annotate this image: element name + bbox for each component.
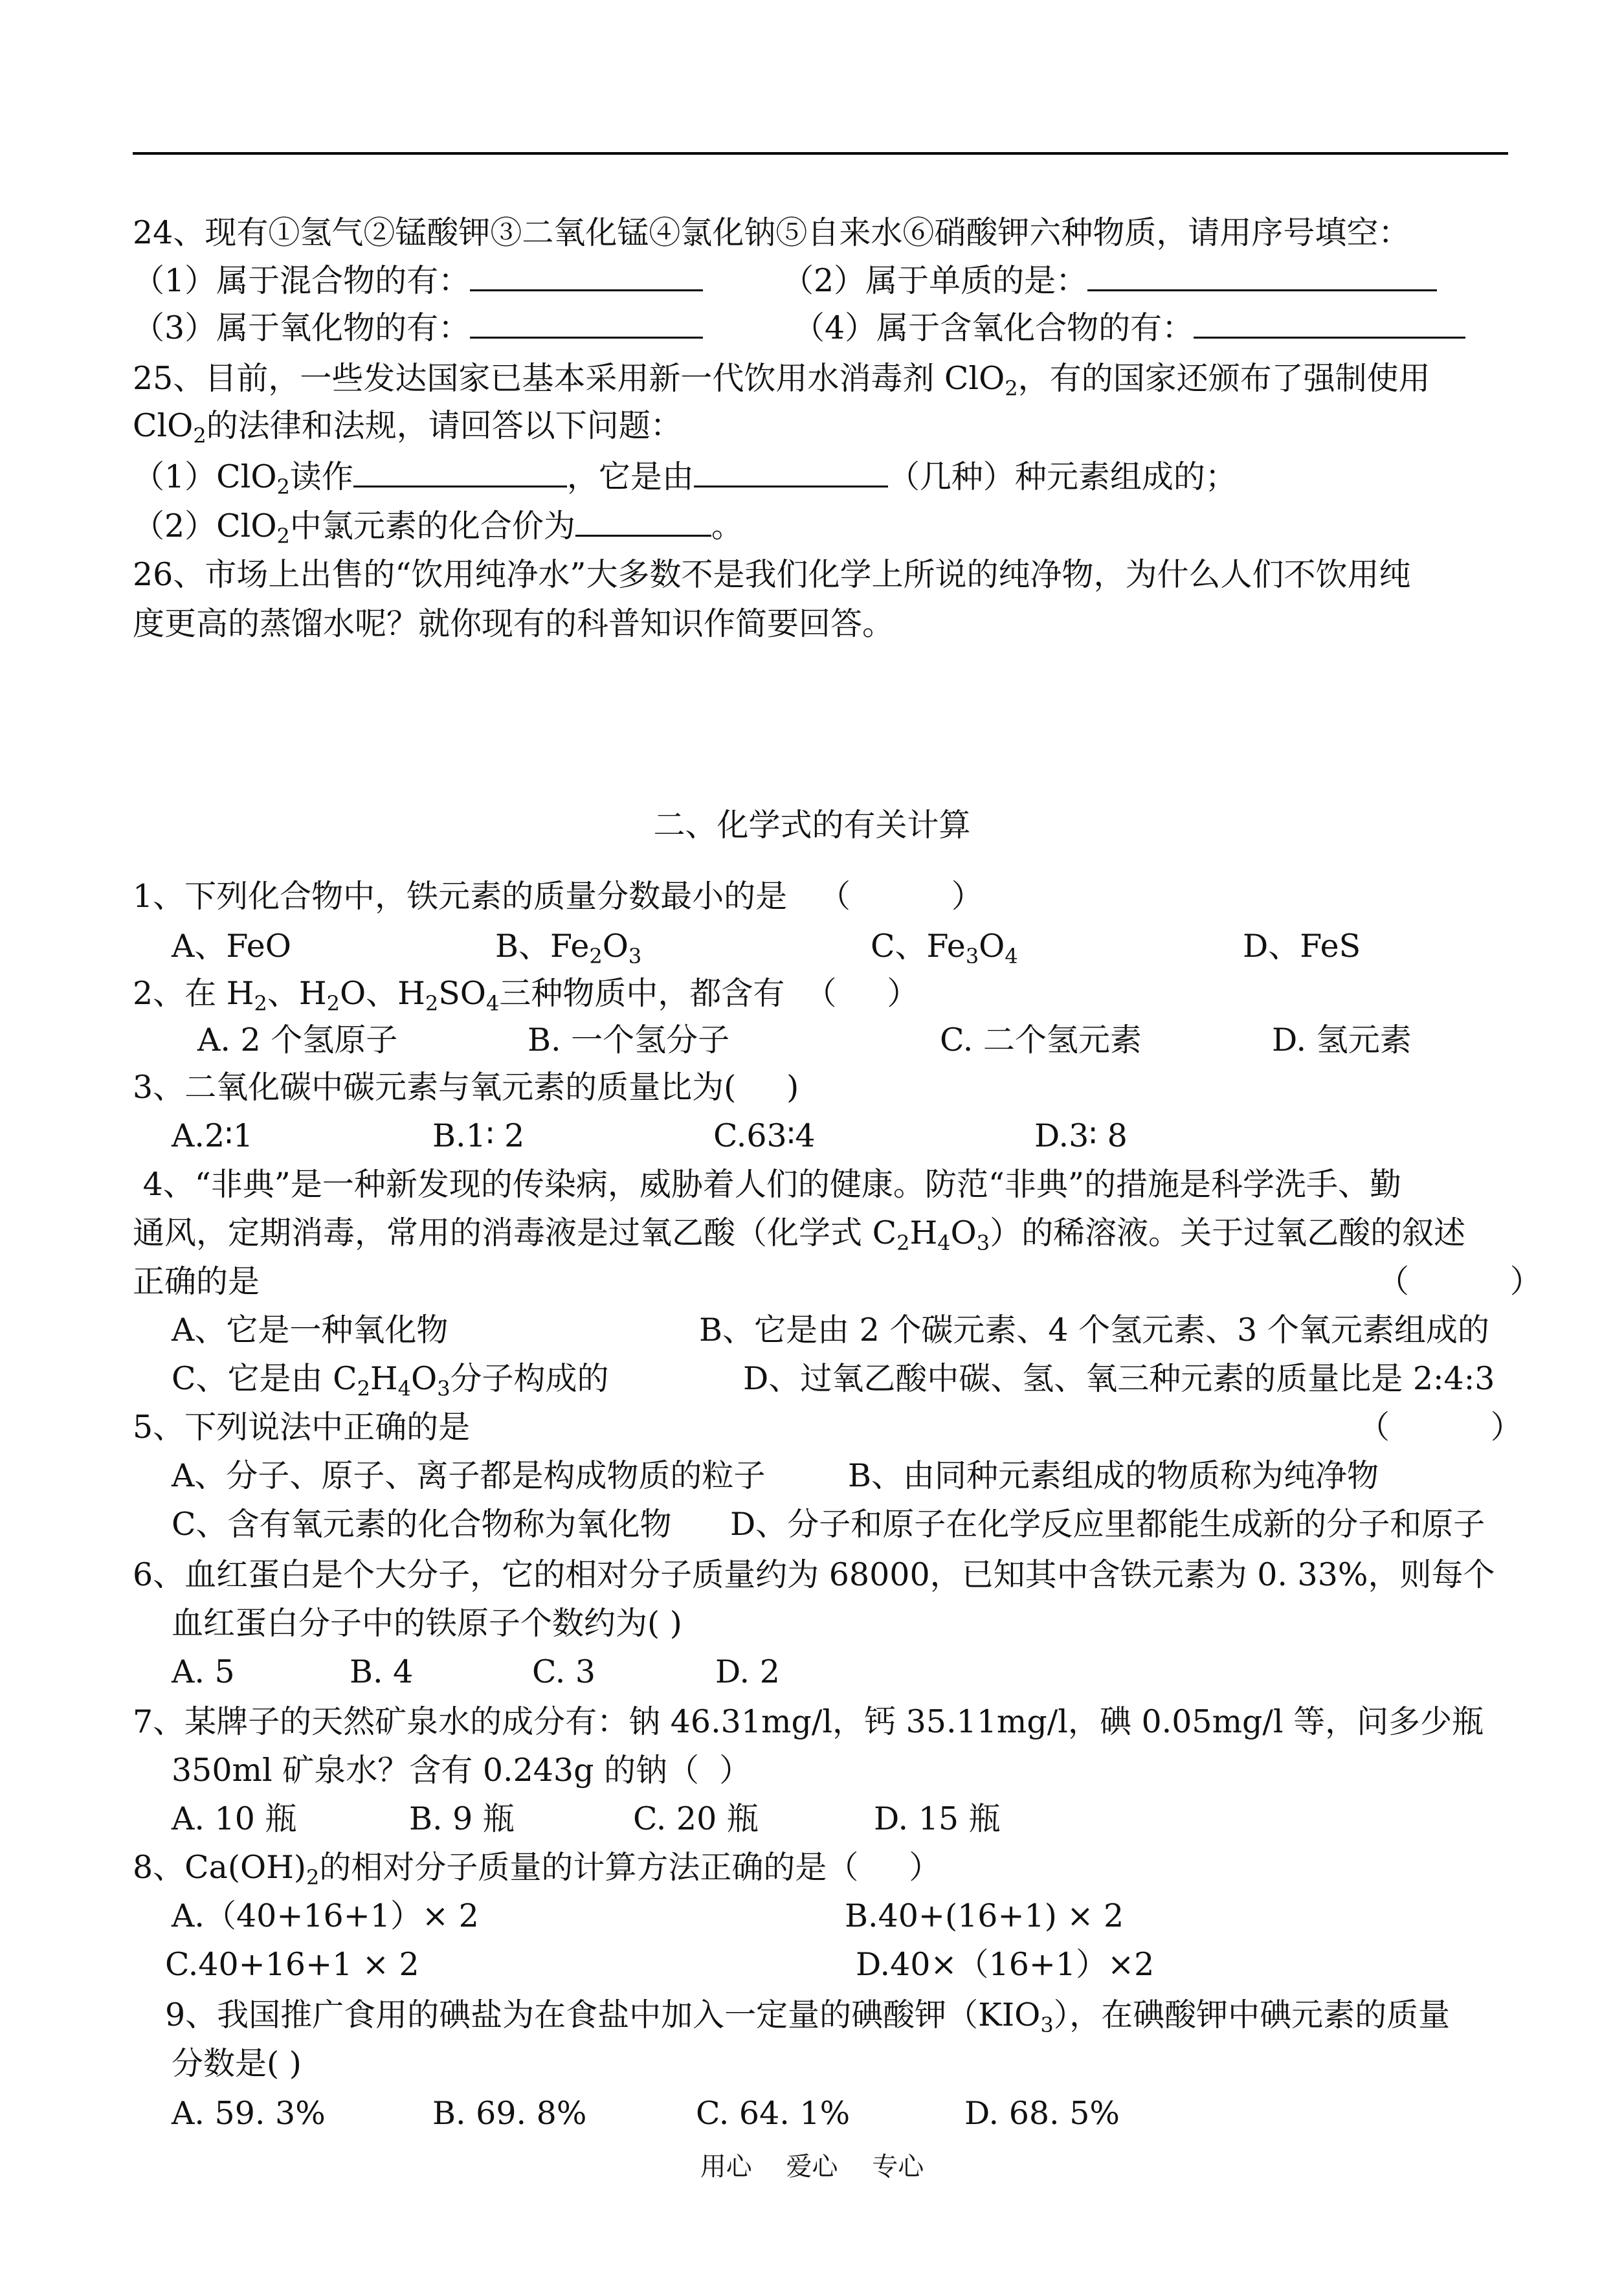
q5-option-c[interactable]: C、含有氧元素的化合物称为氧化物 <box>172 1506 672 1543</box>
q9-option-a[interactable]: A. 59. 3% <box>172 2095 326 2132</box>
q4-line1: 4、“非典”是一种新发现的传染病，威胁着人们的健康。防范“非典”的措施是科学洗手、勤 <box>133 1166 1401 1203</box>
q4-option-b[interactable]: B、它是由 2 个碳元素、4 个氢元素、3 个氧元素组成的 <box>699 1312 1489 1348</box>
q24-stem: 24、现有①氢气②锰酸钾③二氧化锰④氯化钠⑤自来水⑥硝酸钾六种物质，请用序号填空： <box>133 214 1410 251</box>
q8-stem: 8、$Ca(OH)_2$的相对分子质量的计算方法正确的是（ ） <box>133 1849 941 1890</box>
q7-option-c[interactable]: C. 20 瓶 <box>633 1800 759 1837</box>
q25-part2: （2）ClO$_2$中氯元素的化合价为 。 <box>133 508 743 548</box>
q4-line2: 通风，定期消毒，常用的消毒液是过氧乙酸（化学式 $C_2H_4O_3$）的稀溶液。关于过氧乙酸的叙述 <box>133 1214 1466 1255</box>
q4-option-c[interactable]: C、它是由 $C_2H_4O_3$分子构成的 <box>172 1360 609 1401</box>
q2-option-a[interactable]: A. 2 个氢原子 <box>197 1022 398 1058</box>
q6-option-c[interactable]: C. 3 <box>532 1653 596 1690</box>
page-footer: 用心 爱心 专心 <box>700 2152 924 2182</box>
q6-line1: 6、血红蛋白是个大分子，它的相对分子质量约为 68000，已知其中含铁元素为 0. 33%，则每个 <box>133 1556 1495 1593</box>
q24-part1: （1）属于混合物的有： <box>133 261 703 300</box>
q3-option-d[interactable]: D.3∶ 8 <box>1034 1117 1128 1154</box>
q1-option-b[interactable]: B、$Fe_2O_3$ <box>495 928 642 968</box>
section-title: 二、化学式的有关计算 <box>653 807 971 844</box>
q7-option-d[interactable]: D. 15 瓶 <box>874 1800 1001 1837</box>
q25-part1: （1）ClO$_2$读作 ，它是由 （几种）种元素组成的； <box>133 458 1237 499</box>
q2-option-d[interactable]: D. 氢元素 <box>1272 1022 1412 1058</box>
q9-line1: 9、我国推广食用的碘盐为在食盐中加入一定量的碘酸钾$(KIO_3)$，在碘酸钾中碘元素的质量 <box>165 1997 1451 2037</box>
q24-part2: （2）属于单质的是： <box>782 261 1437 300</box>
q7-option-a[interactable]: A. 10 瓶 <box>172 1800 297 1837</box>
q7-line1: 7、某牌子的天然矿泉水的成分有：钠 46.31mg/l，钙 35.11mg/l，碘 0.05mg/l 等，问多少瓶 <box>133 1703 1484 1740</box>
q8-option-d[interactable]: D.40×（16+1）×2 <box>856 1946 1155 1983</box>
q3-option-a[interactable]: A.2∶1 <box>172 1117 254 1154</box>
answer-blank[interactable] <box>694 457 888 487</box>
q4-option-a[interactable]: A、它是一种氧化物 <box>172 1312 449 1348</box>
q4-line3: 正确的是 <box>133 1263 260 1300</box>
q5-paren: （ ） <box>1358 1409 1522 1446</box>
q9-option-d[interactable]: D. 68. 5% <box>964 2095 1120 2132</box>
answer-blank[interactable] <box>1087 261 1437 291</box>
q2-stem: 2、在 $H_2$、$H_2O$、$H_2SO_4$三种物质中，都含有 （ ） <box>133 975 919 1016</box>
q8-option-a[interactable]: A.（40+16+1）× 2 <box>172 1897 479 1934</box>
q6-line2: 血红蛋白分子中的铁原子个数约为( ) <box>172 1605 682 1642</box>
q2-option-b[interactable]: B. 一个氢分子 <box>528 1022 730 1058</box>
answer-blank[interactable] <box>575 506 711 537</box>
q5-stem: 5、下列说法中正确的是 <box>133 1409 471 1446</box>
q4-paren: （ ） <box>1377 1263 1542 1300</box>
q1-option-c[interactable]: C、$Fe_3O_4$ <box>871 928 1018 968</box>
q24-part4: （4）属于含氧化合物的有： <box>793 308 1465 348</box>
q5-option-d[interactable]: D、分子和原子在化学反应里都能生成新的分子和原子 <box>730 1506 1485 1543</box>
q5-option-b[interactable]: B、由同种元素组成的物质称为纯净物 <box>848 1457 1379 1494</box>
q1-option-d[interactable]: D、FeS <box>1243 928 1361 965</box>
q3-option-b[interactable]: B.1∶ 2 <box>432 1117 525 1154</box>
q1-stem: 1、下列化合物中，铁元素的质量分数最小的是 <box>133 878 788 915</box>
answer-blank[interactable] <box>470 261 703 291</box>
header-rule <box>133 152 1508 155</box>
q9-option-c[interactable]: C. 64. 1% <box>696 2095 851 2132</box>
q6-option-d[interactable]: D. 2 <box>715 1653 780 1690</box>
q9-line2: 分数是( ) <box>172 2045 302 2082</box>
q25-stem: 25、目前，一些发达国家已基本采用新一代饮用水消毒剂 ClO$_2$，有的国家还颁布了强制使用 <box>133 360 1430 401</box>
q7-line2: 350ml 矿泉水？含有 0.243g 的钠（ ） <box>172 1752 751 1789</box>
q26-line1: 26、市场上出售的“饮用纯净水”大多数不是我们化学上所说的纯净物，为什么人们不饮用纯 <box>133 556 1411 593</box>
q1-paren: （ ） <box>819 878 983 915</box>
q3-option-c[interactable]: C.63∶4 <box>713 1117 816 1154</box>
answer-blank[interactable] <box>470 308 703 339</box>
q6-option-b[interactable]: B. 4 <box>350 1653 414 1690</box>
q3-stem: 3、二氧化碳中碳元素与氧元素的质量比为( ) <box>133 1069 799 1106</box>
q26-line2: 度更高的蒸馏水呢？就你现有的科普知识作简要回答。 <box>133 605 895 642</box>
answer-blank[interactable] <box>353 457 567 487</box>
q7-option-b[interactable]: B. 9 瓶 <box>409 1800 515 1837</box>
q8-option-c[interactable]: C.40+16+1 × 2 <box>165 1946 419 1983</box>
q5-option-a[interactable]: A、分子、原子、离子都是构成物质的粒子 <box>172 1457 766 1494</box>
q8-option-b[interactable]: B.40+(16+1) × 2 <box>845 1897 1124 1934</box>
q2-option-c[interactable]: C. 二个氢元素 <box>940 1022 1142 1058</box>
q9-option-b[interactable]: B. 69. 8% <box>432 2095 587 2132</box>
q6-option-a[interactable]: A. 5 <box>172 1653 235 1690</box>
q24-part3: （3）属于氧化物的有： <box>133 308 703 348</box>
q1-option-a[interactable]: A、FeO <box>172 928 291 965</box>
q4-option-d[interactable]: D、过氧乙酸中碳、氢、氧三种元素的质量比是 2:4:3 <box>743 1360 1495 1397</box>
answer-blank[interactable] <box>1194 308 1465 339</box>
q25-stem-line2: ClO$_2$的法律和法规，请回答以下问题： <box>133 407 682 448</box>
